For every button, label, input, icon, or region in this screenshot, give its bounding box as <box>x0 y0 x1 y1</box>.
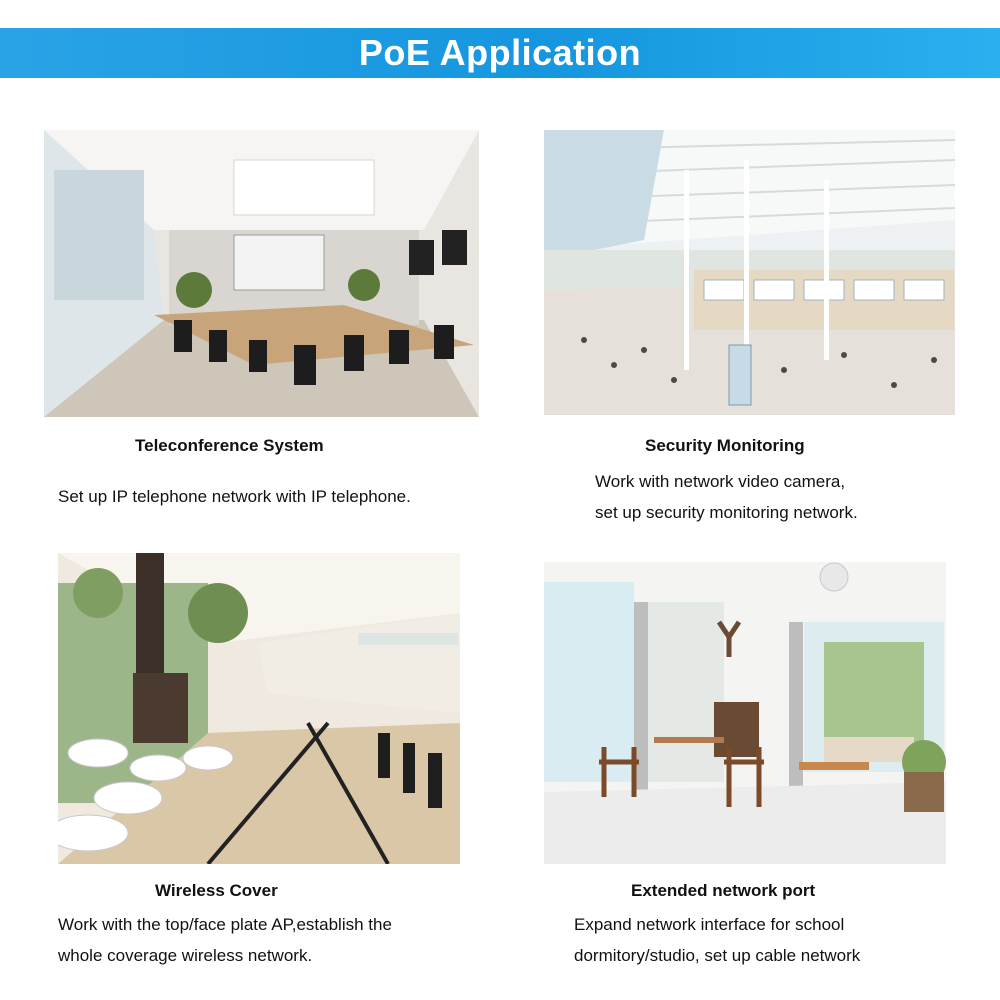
panel-description-line: dormitory/studio, set up cable network <box>574 946 861 965</box>
cafe-interior-photo <box>58 553 460 864</box>
panel-description: Set up IP telephone network with IP telephone. <box>58 487 411 506</box>
page-title: PoE Application <box>358 32 642 73</box>
living-room-photo <box>544 562 946 864</box>
panel-title: Security Monitoring <box>645 436 805 455</box>
airport-terminal-photo <box>544 130 955 415</box>
panel-description-line: Expand network interface for school <box>574 915 845 934</box>
panel-description-line: Work with the top/face plate AP,establish the <box>58 915 392 934</box>
panel-description-line: set up security monitoring network. <box>595 503 858 522</box>
header-banner <box>0 28 1000 78</box>
conference-room-photo <box>44 130 479 417</box>
panel-title: Wireless Cover <box>155 881 278 900</box>
panel-description-line: whole coverage wireless network. <box>58 946 313 965</box>
panel-title: Teleconference System <box>135 436 324 455</box>
panel-description-line: Work with network video camera, <box>595 472 846 491</box>
panel-title: Extended network port <box>631 881 816 900</box>
